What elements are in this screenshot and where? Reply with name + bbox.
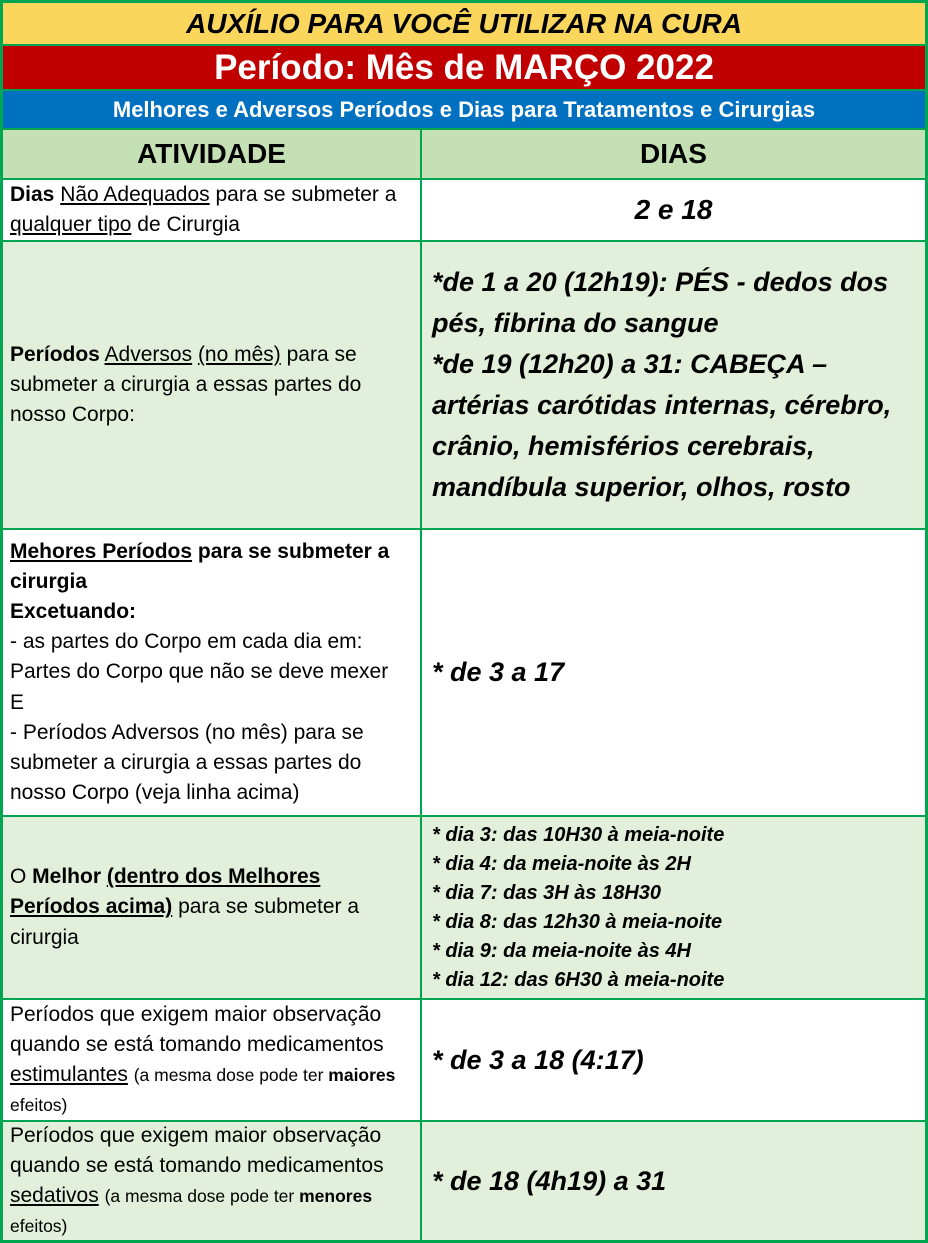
text-segment: Excetuando: <box>10 600 137 624</box>
page-title-banner <box>3 3 925 46</box>
activity-cell <box>3 530 420 815</box>
subtitle-text: Melhores e Adversos Períodos e Dias para Tratamentos e Cirurgias <box>112 96 816 122</box>
days-value: *de 19 (12h20) a 31: CABEÇA – artérias carótidas internas, cérebro, crânio, hemisférios cerebrais, mandíbula superior, olhos, rosto <box>432 348 892 503</box>
text-segment: - as partes do Corpo em cada dia em: <box>10 630 363 654</box>
table-header-row <box>3 130 925 180</box>
text-segment: efeitos) <box>10 1095 68 1116</box>
text-segment: menores <box>299 1186 373 1206</box>
days-cell <box>420 1000 925 1120</box>
text-segment: - Períodos Adversos (no mês) para se submeter a cirurgia a essas partes do nosso Corpo (veja linha acima) <box>10 720 364 804</box>
days-value: * dia 9: da meia-noite às 4H <box>432 939 691 962</box>
days-cell <box>420 180 925 240</box>
text-segment: Períodos <box>10 342 100 366</box>
days-value: * dia 8: das 12h30 à meia-noite <box>432 910 723 933</box>
text-segment: para se submeter a <box>209 182 397 206</box>
column-header-activity: ATIVIDADE <box>137 138 286 169</box>
text-segment: Não Adequados <box>60 182 210 206</box>
days-cell <box>420 1122 925 1240</box>
days-value: * de 3 a 17 <box>432 657 565 687</box>
activity-cell <box>3 1000 420 1120</box>
activity-cell <box>3 817 420 998</box>
text-segment: (a mesma dose pode ter <box>133 1065 329 1085</box>
text-segment: para se submeter a cirurgia a essas partes do nosso Corpo: <box>10 342 362 426</box>
days-value: * dia 12: das 6H30 à meia-noite <box>432 968 725 991</box>
text-segment: Períodos que exigem maior observação quando se está tomando medicamentos <box>10 1123 384 1177</box>
text-segment: (a mesma dose pode ter <box>104 1186 300 1206</box>
text-segment: maiores <box>328 1065 396 1085</box>
text-segment: qualquer tipo <box>10 213 132 236</box>
text-segment: Mehores Períodos <box>10 540 193 564</box>
activity-text <box>10 1122 413 1240</box>
column-header-days: DIAS <box>420 130 925 178</box>
text-segment: Dias <box>10 182 55 206</box>
period-title: Período: Mês de MARÇO 2022 <box>214 47 714 87</box>
activity-cell <box>3 1122 420 1240</box>
days-value: * dia 3: das 10H30 à meia-noite <box>432 823 725 846</box>
activity-text <box>10 1000 413 1120</box>
days-value: * dia 4: da meia-noite às 2H <box>432 852 691 875</box>
text-segment: O <box>10 865 33 889</box>
period-banner <box>3 46 925 91</box>
activity-cell <box>3 180 420 240</box>
days-value: * de 3 a 18 (4:17) <box>432 1044 644 1075</box>
activity-text <box>10 537 413 597</box>
days-value: *de 1 a 20 (12h19): PÉS - dedos dos pés, fibrina do sangue <box>432 266 889 338</box>
text-segment: (no mês) <box>197 342 281 366</box>
days-cell <box>420 242 925 528</box>
table-row <box>3 180 925 242</box>
activity-text <box>10 597 413 627</box>
text-segment: Partes do Corpo que não se deve mexer <box>10 660 389 684</box>
activity-text <box>10 862 413 952</box>
text-segment: efeitos) <box>10 1216 68 1237</box>
activity-text <box>10 718 413 808</box>
activity-text <box>10 657 413 687</box>
text-segment: de Cirurgia <box>131 213 240 236</box>
days-value: 2 e 18 <box>634 194 713 225</box>
days-value: * dia 7: das 3H às 18H30 <box>432 881 662 904</box>
page-title: AUXÍLIO PARA VOCÊ UTILIZAR NA CURA <box>186 7 742 39</box>
activity-text <box>10 180 413 240</box>
table-row <box>3 1000 925 1122</box>
days-cell <box>420 530 925 815</box>
text-segment: (dentro dos Melhores Períodos acima) <box>10 865 321 919</box>
text-segment: estimulantes <box>10 1063 128 1086</box>
table-row <box>3 242 925 530</box>
activity-text <box>10 627 413 657</box>
text-segment: sedativos <box>10 1184 99 1207</box>
table-row <box>3 530 925 817</box>
subtitle-banner <box>3 91 925 130</box>
days-value: * de 18 (4h19) a 31 <box>432 1165 667 1196</box>
table-row <box>3 1122 925 1240</box>
table-row <box>3 817 925 1000</box>
text-segment: Melhor <box>32 865 107 889</box>
days-cell <box>420 817 925 998</box>
text-segment: E <box>10 690 25 714</box>
text-segment: Adversos <box>104 342 193 366</box>
activity-text <box>10 340 413 430</box>
text-segment: para se submeter a cirurgia <box>10 540 390 594</box>
text-segment: Períodos que exigem maior observação quando se está tomando medicamentos <box>10 1002 384 1056</box>
activity-text <box>10 688 413 718</box>
text-segment: para se submeter a cirurgia <box>10 895 359 949</box>
activity-cell <box>3 242 420 528</box>
